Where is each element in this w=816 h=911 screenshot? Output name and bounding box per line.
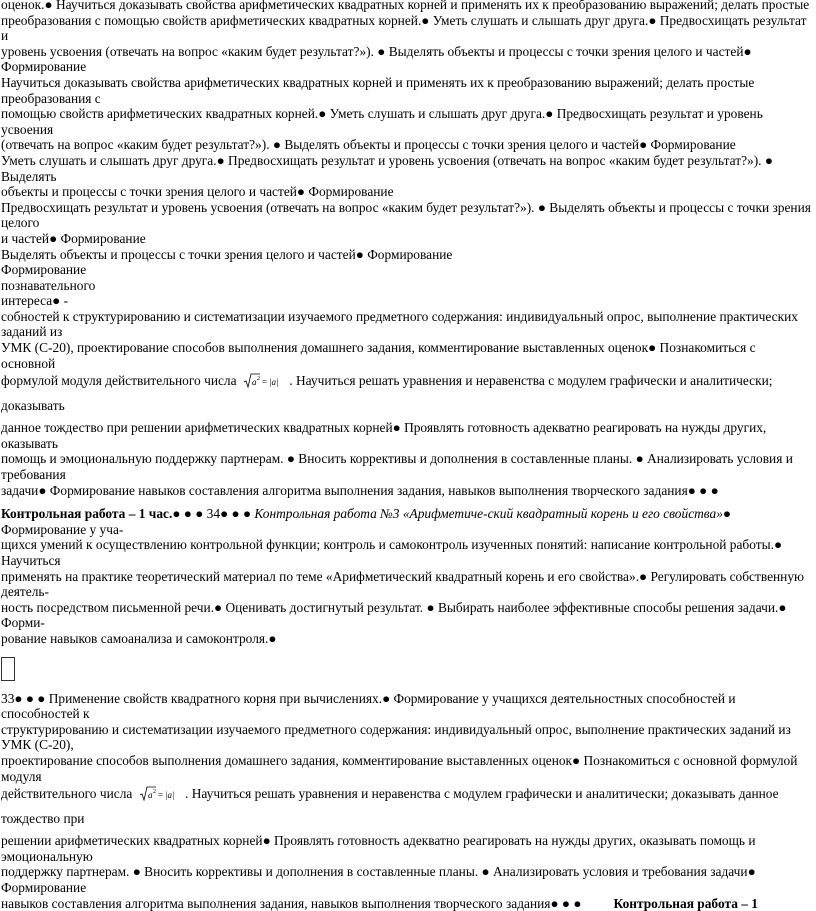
text-line: поддержку партнерам. ● Вносить коррективы и дополнения в составленные планы. ● Анализировать условия и требования задачи● Формирование: [1, 864, 813, 895]
text-line: УМК (С-20), проектирование способов выполнения домашнего задания, комментирование выставленных оценок● Познакомиться с основной: [1, 340, 813, 371]
spacer: [1, 681, 813, 691]
text-line: собностей к структурированию и систематизации изучаемого предметного содержания: индивидуальный опрос, выполнение практических заданий из: [1, 309, 813, 340]
paragraph-block-4: [1, 691, 813, 911]
spacer: [1, 498, 813, 506]
text-line: структурированию и систематизации изучаемого предметного содержания: индивидуальный опрос, выполнение практических заданий из УМК (С-20),: [1, 722, 813, 753]
svg-text:=: =: [158, 790, 163, 800]
formula-svg: [139, 785, 179, 803]
text-line: Контрольная работа – 1 час.● ● ● 34● ● ● Контрольная работа №3 «Арифметиче-ский квадратный корень и его свойства»● Формирование у уча-: [1, 506, 813, 537]
text-line: задачи● Формирование навыков составления алгоритма выполнения задания, навыков выполнения творческого задания● ● ●: [1, 483, 813, 499]
empty-cell-box: [1, 657, 813, 681]
modulus-formula: [139, 785, 179, 809]
modulus-formula: [243, 372, 283, 396]
text-line: Научиться доказывать свойства арифметических квадратных корней и применять их к преобразованию выражений; делать простые преобразования с: [1, 75, 813, 106]
text-line: Предвосхищать результат и уровень усвоения (отвечать на вопрос «каким будет результат?»). ● Выделять объекты и процессы с точки зрения целого: [1, 200, 813, 231]
text-line: применять на практике теоретический материал по теме «Арифметический квадратный корень и его свойства».● Регулировать собственную деятель-: [1, 569, 813, 600]
text-line: рование навыков самоанализа и самоконтроля.●: [1, 631, 813, 647]
section-title: Контрольная работа – 1: [614, 896, 758, 911]
formula-svg: [243, 372, 283, 390]
svg-text:|a|: |a|: [165, 790, 174, 800]
text-line: проектирование способов выполнения домашнего задания, комментирование выставленных оценок● Познакомиться с основной формулой модуля: [1, 753, 813, 784]
text-line: формулой модуля действительного числа a 2 = |a| . Научиться решать уравнения и неравенства с модулем графически и аналитически; доказывать: [1, 371, 813, 416]
text-line: и частей● Формирование: [1, 231, 813, 247]
paragraph-block-3: [1, 506, 813, 646]
document-page: [1, 0, 813, 911]
svg-text:|a|: |a|: [269, 377, 278, 387]
text-line: помощью свойств арифметических квадратных корней.● Уметь слушать и слышать друг друга.● Предвосхищать результат и уровень усвоения: [1, 106, 813, 137]
text-line: интереса● -: [1, 293, 813, 309]
text-line: данное тождество при решении арифметических квадратных корней● Проявлять готовность адекватно реагировать на нужды других, оказывать: [1, 420, 813, 451]
text-line: решении арифметических квадратных корней● Проявлять готовность адекватно реагировать на нужды других, оказывать помощь и эмоциональную: [1, 833, 813, 864]
svg-text:=: =: [262, 377, 267, 387]
section-title: Контрольная работа – 1 час.: [1, 506, 172, 521]
lesson-title: Контрольная работа №3 «Арифметиче-ский квадратный корень и его свойства»: [254, 506, 723, 521]
svg-text:2: 2: [153, 789, 156, 795]
text-line: (отвечать на вопрос «каким будет результат?»). ● Выделять объекты и процессы с точки зрения целого и частей● Формирование: [1, 137, 813, 153]
svg-text:2: 2: [257, 376, 260, 382]
text-line: навыков составления алгоритма выполнения задания, навыков выполнения творческого задания● ● ● Контрольная работа – 1: [1, 896, 813, 911]
svg-text:a: a: [252, 377, 257, 387]
text-line: объекты и процессы с точки зрения целого и частей● Формирование: [1, 184, 813, 200]
paragraph-block-1: [1, 0, 813, 309]
text-line: ность посредством письменной речи.● Оценивать достигнутый результат. ● Выбирать наиболее эффективные способы решения задачи.● Форми-: [1, 600, 813, 631]
svg-text:a: a: [148, 790, 153, 800]
text-line: Выделять объекты и процессы с точки зрения целого и частей● Формирование: [1, 247, 813, 263]
text-line: Уметь слушать и слышать друг друга.● Предвосхищать результат и уровень усвоения (отвечать на вопрос «каким будет результат?»). ● Выделять: [1, 153, 813, 184]
spacer: [1, 647, 813, 657]
text-line: преобразования с помощью свойств арифметических квадратных корней.● Уметь слушать и слышать друг друга.● Предвосхищать результат и: [1, 13, 813, 44]
text-line: действительного числа a 2 = |a| . Научиться решать уравнения и неравенства с модулем графически и аналитически; доказывать данное тождество при: [1, 784, 813, 829]
text-line: оценок.● Научиться доказывать свойства арифметических квадратных корней и применять их к преобразованию выражений; делать простые: [1, 0, 813, 13]
text-line: Формирование: [1, 262, 813, 278]
text-line: щихся умений к осуществлению контрольной функции; контроль и самоконтроль изученных понятий: написание контрольной работы.● Научиться: [1, 537, 813, 568]
text-line: познавательного: [1, 278, 813, 294]
text-line: уровень усвоения (отвечать на вопрос «каким будет результат?»). ● Выделять объекты и процессы с точки зрения целого и частей● Формирование: [1, 44, 813, 75]
text-line: помощь и эмоциональную поддержку партнерам. ● Вносить коррективы и дополнения в составленные планы. ● Анализировать условия и требования: [1, 451, 813, 482]
text-line: 33● ● ● Применение свойств квадратного корня при вычислениях.● Формирование у учащихся деятельностных способностей и способностей к: [1, 691, 813, 722]
paragraph-block-2: [1, 309, 813, 498]
